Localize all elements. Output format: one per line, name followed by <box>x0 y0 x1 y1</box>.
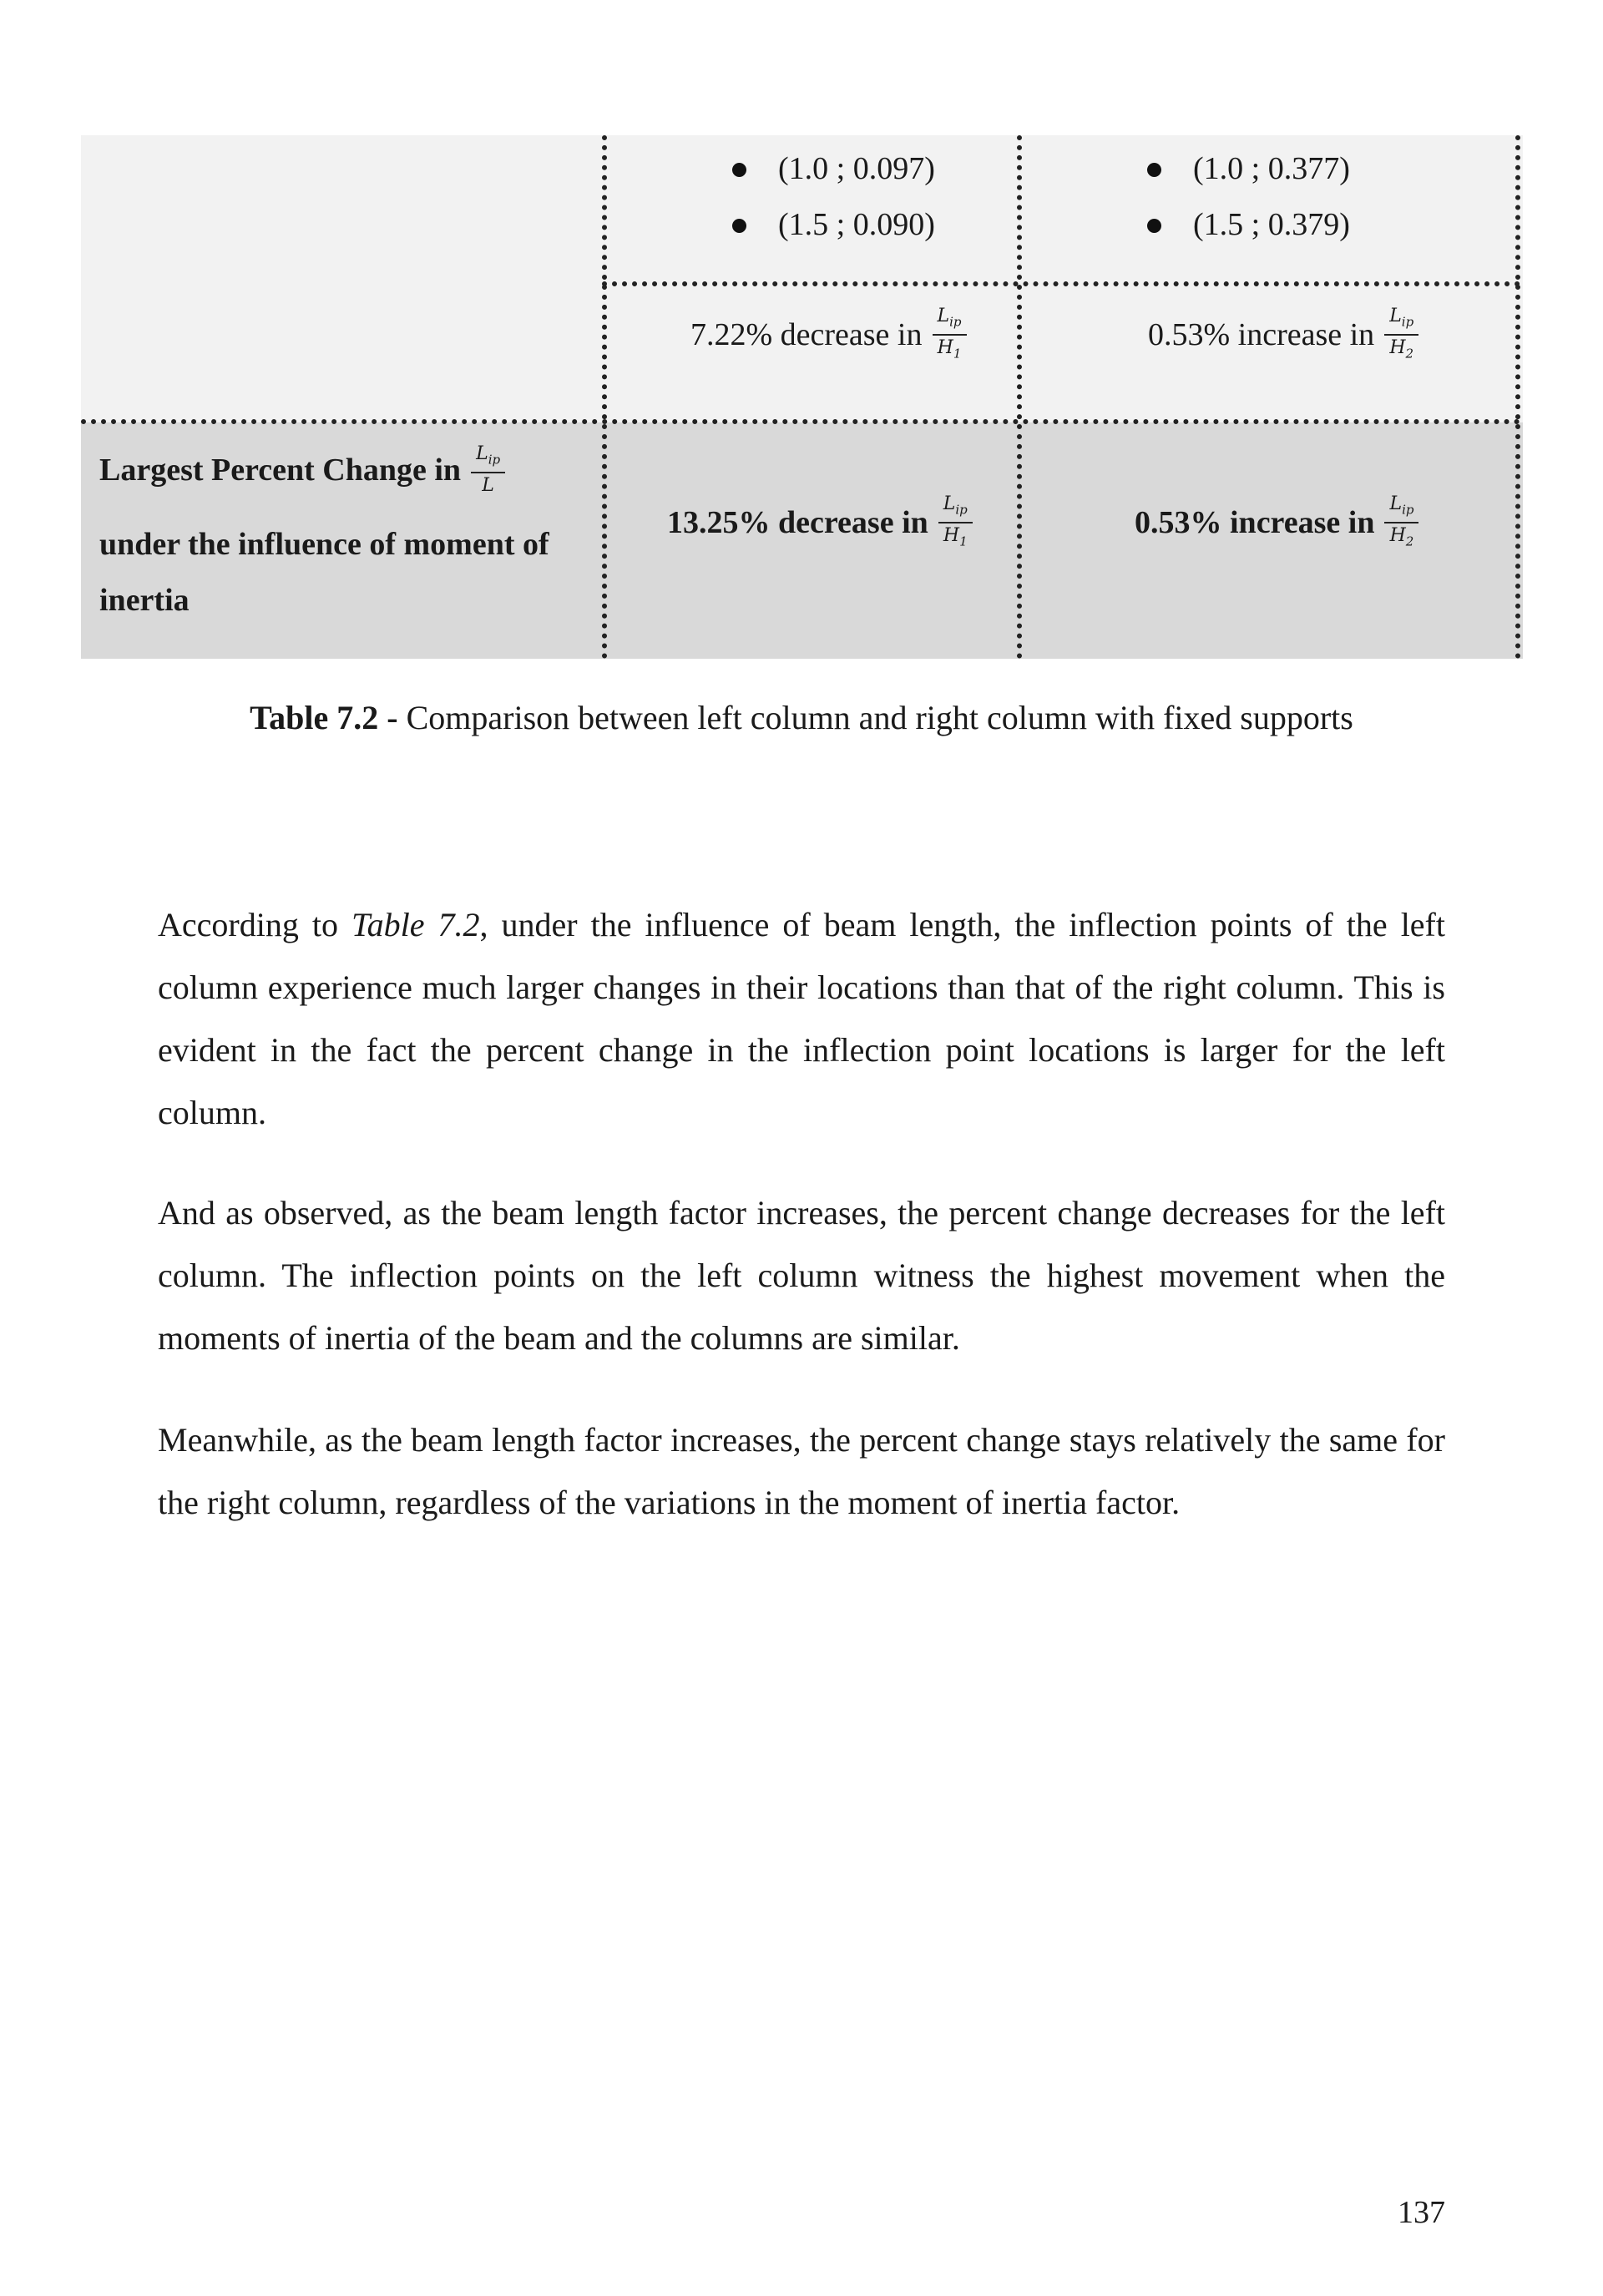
bullet-icon <box>732 163 746 177</box>
largest-right-cell <box>1135 494 1418 552</box>
ratio-fraction: $\frac{L_{ip}}{H_1}$ <box>933 306 967 364</box>
largest-left-text: 13.25% decrease in <box>667 505 928 541</box>
ratio-fraction: $\frac{L_{ip}}{L}$ <box>471 444 505 496</box>
table-right-border <box>1515 135 1520 659</box>
largest-left-cell <box>667 494 973 552</box>
table-divider-2 <box>1017 135 1022 659</box>
coordinate-value: (1.5 ; 0.090) <box>778 207 935 242</box>
paragraph-2: And as observed, as the beam length factor increases, the percent change decreases for the left column. The inflection points on the left column witness the highest movement when the moments of inertia of the beam and the columns are similar. <box>158 1194 1445 1357</box>
row-header-line-3: inertia <box>99 583 190 618</box>
change-left-cell <box>690 306 967 364</box>
row-header-line-1: Largest Percent Change in $\frac{L_{ip}}{L}$ <box>99 444 505 496</box>
list-item <box>732 150 935 187</box>
list-item <box>1147 150 1350 187</box>
table-divider-1 <box>602 135 607 659</box>
table-subrow-divider <box>602 281 1520 286</box>
coordinate-value: (1.0 ; 0.377) <box>1193 151 1350 186</box>
change-left-text: 7.22% decrease in <box>690 317 923 353</box>
ratio-fraction: $\frac{L_{ip}}{H_2}$ <box>1384 494 1418 552</box>
table-caption <box>0 698 1603 737</box>
list-item <box>732 206 935 243</box>
caption-label: Table 7.2 - <box>250 699 398 736</box>
row-header-line-2: under the influence of moment of <box>99 527 549 562</box>
page-number: 137 <box>1398 2195 1445 2230</box>
coordinate-value: (1.5 ; 0.379) <box>1193 207 1350 242</box>
bullet-icon <box>1147 219 1161 233</box>
paragraph-1: According to Table 7.2, under the influence of beam length, the inflection points of the left column experience much larger changes in their locations than that of the right column. This is evident in the fact the percent change in the inflection point locations is larger for the left column. <box>158 906 1445 1131</box>
change-right-cell <box>1148 306 1418 364</box>
comparison-table <box>81 135 1523 659</box>
change-right-text: 0.53% increase in <box>1148 317 1375 353</box>
largest-right-text: 0.53% increase in <box>1135 505 1375 541</box>
bullet-icon <box>732 219 746 233</box>
bullet-icon <box>1147 163 1161 177</box>
ratio-fraction: $\frac{L_{ip}}{H_1}$ <box>938 494 973 552</box>
ratio-fraction: $\frac{L_{ip}}{H_2}$ <box>1384 306 1418 364</box>
table-reference: Table 7.2 <box>351 906 480 943</box>
list-item <box>1147 206 1350 243</box>
paragraph-3: Meanwhile, as the beam length factor increases, the percent change stays relatively the same for the right column, regardless of the variations in the moment of inertia factor. <box>158 1421 1445 1521</box>
table-row-divider <box>81 419 1520 424</box>
caption-text: Comparison between left column and right column with fixed supports <box>397 699 1353 736</box>
coordinate-value: (1.0 ; 0.097) <box>778 151 935 186</box>
